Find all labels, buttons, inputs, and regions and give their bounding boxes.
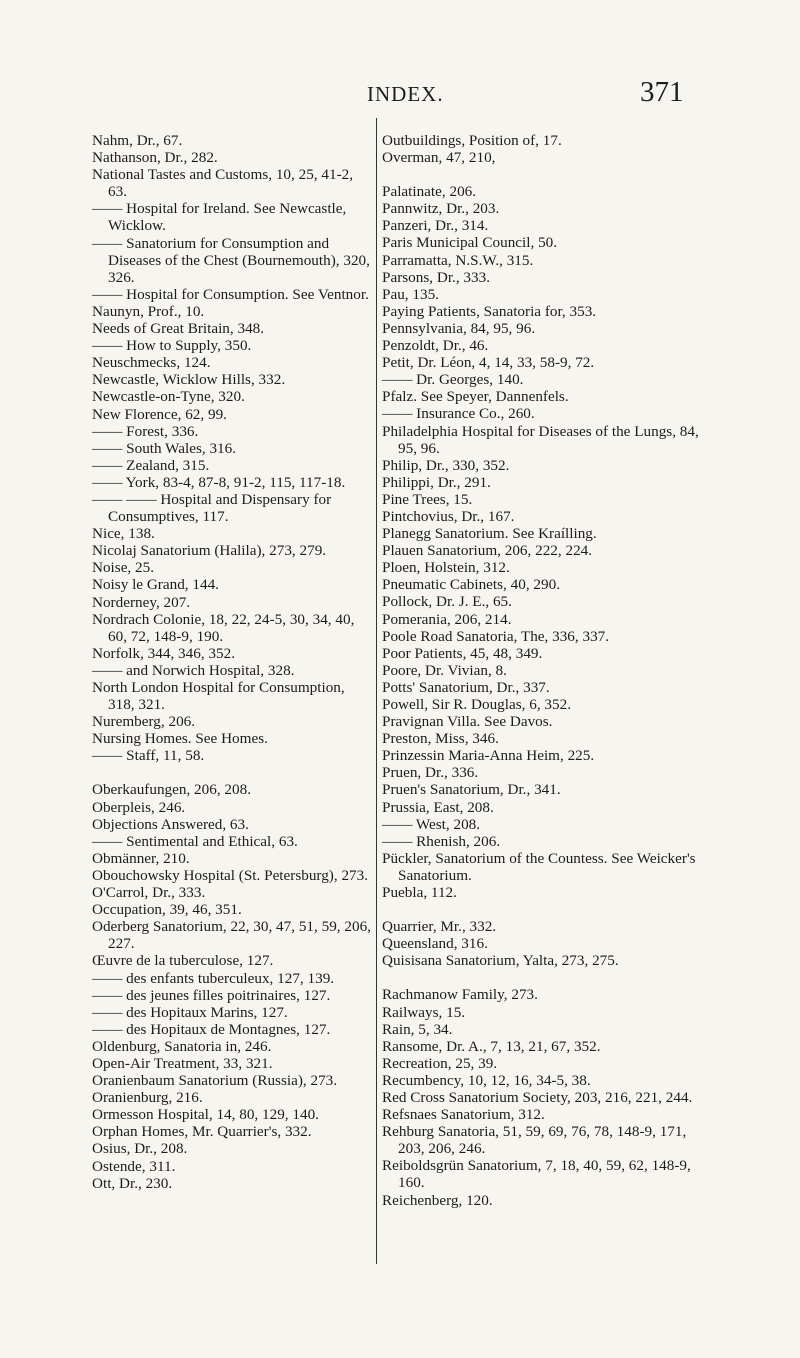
index-entry: Norfolk, 344, 346, 352. bbox=[92, 644, 236, 662]
index-entry: Oldenburg, Sanatoria in, 246. bbox=[92, 1037, 272, 1055]
index-entry: Nordrach Colonie, 18, 22, 24-5, 30, 34, 40, 60, 72, 148-9, 190. bbox=[92, 610, 355, 645]
index-entry: Open-Air Treatment, 33, 321. bbox=[92, 1054, 273, 1072]
index-entry: O'Carrol, Dr., 333. bbox=[92, 884, 206, 902]
index-entry: Norderney, 207. bbox=[92, 593, 191, 611]
index-entry: Oranienburg, 216. bbox=[92, 1089, 203, 1107]
index-entry: Recreation, 25, 39. bbox=[382, 1054, 498, 1072]
index-entry: Poor Patients, 45, 48, 349. bbox=[382, 644, 543, 662]
index-entry: Rachmanow Family, 273. bbox=[382, 986, 538, 1004]
index-entry: Panzeri, Dr., 314. bbox=[382, 217, 489, 235]
index-entry: National Tastes and Customs, 10, 25, 41-2, 63. bbox=[92, 166, 354, 201]
index-entry: Philip, Dr., 330, 352. bbox=[382, 456, 510, 474]
index-entry: Nicolaj Sanatorium (Halila), 273, 279. bbox=[92, 542, 327, 560]
section-gap bbox=[382, 166, 707, 183]
index-entry: Œuvre de la tuberculose, 127. bbox=[92, 952, 274, 970]
index-entry: Pruen's Sanatorium, Dr., 341. bbox=[382, 781, 561, 799]
index-entry: Ott, Dr., 230. bbox=[92, 1174, 173, 1192]
index-entry: Rain, 5, 34. bbox=[382, 1020, 453, 1038]
index-entry: Pannwitz, Dr., 203. bbox=[382, 200, 500, 218]
index-entry: Pennsylvania, 84, 95, 96. bbox=[382, 319, 536, 337]
index-entry: —— des jeunes filles poitrinaires, 127. bbox=[92, 986, 331, 1004]
index-column-right bbox=[382, 132, 707, 1209]
index-entry: —— Forest, 336. bbox=[92, 422, 199, 440]
page-header bbox=[0, 76, 800, 116]
index-entry: —— Insurance Co., 260. bbox=[382, 405, 535, 423]
index-entry: Oderberg Sanatorium, 22, 30, 47, 51, 59, 206, 227. bbox=[92, 918, 371, 953]
index-entry: Pollock, Dr. J. E., 65. bbox=[382, 593, 512, 611]
index-entry: Poole Road Sanatoria, The, 336, 337. bbox=[382, 627, 610, 645]
index-entry: —— Hospital for Consumption. See Ventnor. bbox=[92, 285, 369, 303]
index-entry: Prussia, East, 208. bbox=[382, 798, 494, 816]
index-entry: Quarrier, Mr., 332. bbox=[382, 918, 497, 936]
index-entry: Rehburg Sanatoria, 51, 59, 69, 76, 78, 148-9, 171, 203, 206, 246. bbox=[382, 1123, 687, 1158]
index-entry: Refsnaes Sanatorium, 312. bbox=[382, 1106, 545, 1124]
index-entry: Planegg Sanatorium. See Kraílling. bbox=[382, 525, 597, 543]
index-entry: Objections Answered, 63. bbox=[92, 815, 249, 833]
index-entry: Preston, Miss, 346. bbox=[382, 730, 499, 748]
section-gap bbox=[92, 764, 374, 781]
index-entry: Queensland, 316. bbox=[382, 935, 488, 953]
index-entry: Pomerania, 206, 214. bbox=[382, 610, 512, 628]
index-entry: Penzoldt, Dr., 46. bbox=[382, 337, 489, 355]
index-entry: —— Zealand, 315. bbox=[92, 456, 210, 474]
index-entry: Parramatta, N.S.W., 315. bbox=[382, 251, 534, 269]
index-entry: Puebla, 112. bbox=[382, 884, 457, 902]
index-entry: Philadelphia Hospital for Diseases of the Lungs, 84, 95, 96. bbox=[382, 422, 699, 457]
index-entry: Paris Municipal Council, 50. bbox=[382, 234, 558, 252]
index-entry: Quisisana Sanatorium, Yalta, 273, 275. bbox=[382, 952, 619, 970]
index-entry: —— Hospital for Ireland. See Newcastle, Wicklow. bbox=[92, 200, 347, 235]
index-entry: Occupation, 39, 46, 351. bbox=[92, 901, 242, 919]
index-entry: Outbuildings, Position of, 17. bbox=[382, 132, 562, 149]
section-gap bbox=[382, 901, 707, 918]
index-entry: Parsons, Dr., 333. bbox=[382, 268, 491, 286]
index-entry: —— Sanatorium for Consumption and Diseases of the Chest (Bournemouth), 320, 326. bbox=[92, 234, 370, 286]
index-entry: Oranienbaum Sanatorium (Russia), 273. bbox=[92, 1072, 338, 1090]
index-entry: Overman, 47, 210, bbox=[382, 149, 496, 167]
index-entry: —— West, 208. bbox=[382, 815, 481, 833]
index-entry: Needs of Great Britain, 348. bbox=[92, 320, 265, 338]
index-entry: —— York, 83-4, 87-8, 91-2, 115, 117-18. bbox=[92, 473, 346, 491]
index-entry: —— des Hopitaux Marins, 127. bbox=[92, 1003, 288, 1021]
index-entry: Potts' Sanatorium, Dr., 337. bbox=[382, 678, 550, 696]
index-entry: Oberkaufungen, 206, 208. bbox=[92, 781, 252, 799]
index-entry: North London Hospital for Consumption, 318, 321. bbox=[92, 679, 345, 714]
index-entry: Naunyn, Prof., 10. bbox=[92, 302, 205, 320]
index-entry: —— Sentimental and Ethical, 63. bbox=[92, 832, 298, 850]
page-number: 371 bbox=[640, 76, 684, 108]
index-entry: Pückler, Sanatorium of the Countess. See Weicker's Sanatorium. bbox=[382, 849, 696, 884]
index-entry: Red Cross Sanatorium Society, 203, 216, 221, 244. bbox=[382, 1088, 693, 1106]
index-entry: —— and Norwich Hospital, 328. bbox=[92, 661, 295, 679]
index-entry: —— Rhenish, 206. bbox=[382, 832, 501, 850]
index-entry: —— —— Hospital and Dispensary for Consumptives, 117. bbox=[92, 490, 332, 526]
index-entry: Obouchowsky Hospital (St. Petersburg), 273. bbox=[92, 866, 369, 884]
index-entry: Ploen, Holstein, 312. bbox=[382, 559, 510, 577]
index-entry: Prinzessin Maria-Anna Heim, 225. bbox=[382, 747, 595, 765]
section-gap bbox=[382, 969, 707, 986]
index-entry: Powell, Sir R. Douglas, 6, 352. bbox=[382, 696, 572, 713]
index-entry: Poore, Dr. Vivian, 8. bbox=[382, 661, 507, 679]
index-entry: Noise, 25. bbox=[92, 559, 155, 577]
index-entry: Ormesson Hospital, 14, 80, 129, 140. bbox=[92, 1106, 319, 1124]
index-entry: Railways, 15. bbox=[382, 1003, 466, 1021]
index-entry: Pau, 135. bbox=[382, 285, 439, 303]
index-entry: Reiboldsgrün Sanatorium, 7, 18, 40, 59, 62, 148-9, 160. bbox=[382, 1157, 691, 1192]
index-entry: Philippi, Dr., 291. bbox=[382, 473, 491, 491]
index-entry: Pfalz. See Speyer, Dannenfels. bbox=[382, 388, 569, 406]
index-entry: Oberpleis, 246. bbox=[92, 798, 186, 816]
index-entry: Newcastle, Wicklow Hills, 332. bbox=[92, 371, 286, 389]
index-entry: Neuschmecks, 124. bbox=[92, 354, 211, 372]
index-entry: Nuremberg, 206. bbox=[92, 713, 196, 731]
index-entry: Petit, Dr. Léon, 4, 14, 33, 58-9, 72. bbox=[382, 354, 595, 372]
index-entry: —— How to Supply, 350. bbox=[92, 337, 252, 355]
index-entry: Nathanson, Dr., 282. bbox=[92, 149, 218, 167]
index-entry: —— des enfants tuberculeux, 127, 139. bbox=[92, 969, 335, 987]
index-entry: Noisy le Grand, 144. bbox=[92, 576, 219, 594]
index-entry: Paying Patients, Sanatoria for, 353. bbox=[382, 302, 597, 320]
index-entry: Ostende, 311. bbox=[92, 1157, 176, 1175]
index-entry: Osius, Dr., 208. bbox=[92, 1140, 188, 1158]
column-divider bbox=[376, 118, 377, 1264]
index-entry: —— Dr. Georges, 140. bbox=[382, 371, 524, 389]
index-entry: Pravignan Villa. See Davos. bbox=[382, 713, 553, 731]
index-entry: —— South Wales, 316. bbox=[92, 439, 237, 457]
index-entry: Pine Trees, 15. bbox=[382, 490, 473, 508]
index-entry: Ransome, Dr. A., 7, 13, 21, 67, 352. bbox=[382, 1037, 601, 1055]
index-column-left bbox=[92, 132, 374, 1192]
index-entry: Newcastle-on-Tyne, 320. bbox=[92, 388, 245, 406]
index-entry: Pneumatic Cabinets, 40, 290. bbox=[382, 576, 561, 594]
index-entry: Obmänner, 210. bbox=[92, 849, 190, 867]
index-entry: Recumbency, 10, 12, 16, 34-5, 38. bbox=[382, 1071, 591, 1089]
index-entry: Palatinate, 206. bbox=[382, 183, 477, 201]
index-entry: —— des Hopitaux de Montagnes, 127. bbox=[92, 1020, 331, 1038]
index-entry: Reichenberg, 120. bbox=[382, 1191, 493, 1209]
index-entry: Nursing Homes. See Homes. bbox=[92, 730, 268, 748]
index-entry: Orphan Homes, Mr. Quarrier's, 332. bbox=[92, 1123, 312, 1141]
index-entry: Nahm, Dr., 67. bbox=[92, 132, 183, 149]
index-entry: Pruen, Dr., 336. bbox=[382, 764, 479, 782]
index-entry: Nice, 138. bbox=[92, 525, 155, 543]
index-entry: —— Staff, 11, 58. bbox=[92, 747, 205, 765]
index-entry: Plauen Sanatorium, 206, 222, 224. bbox=[382, 542, 593, 560]
index-entry: Pintchovius, Dr., 167. bbox=[382, 507, 515, 525]
index-entry: New Florence, 62, 99. bbox=[92, 405, 227, 423]
running-title: INDEX. bbox=[367, 82, 444, 106]
